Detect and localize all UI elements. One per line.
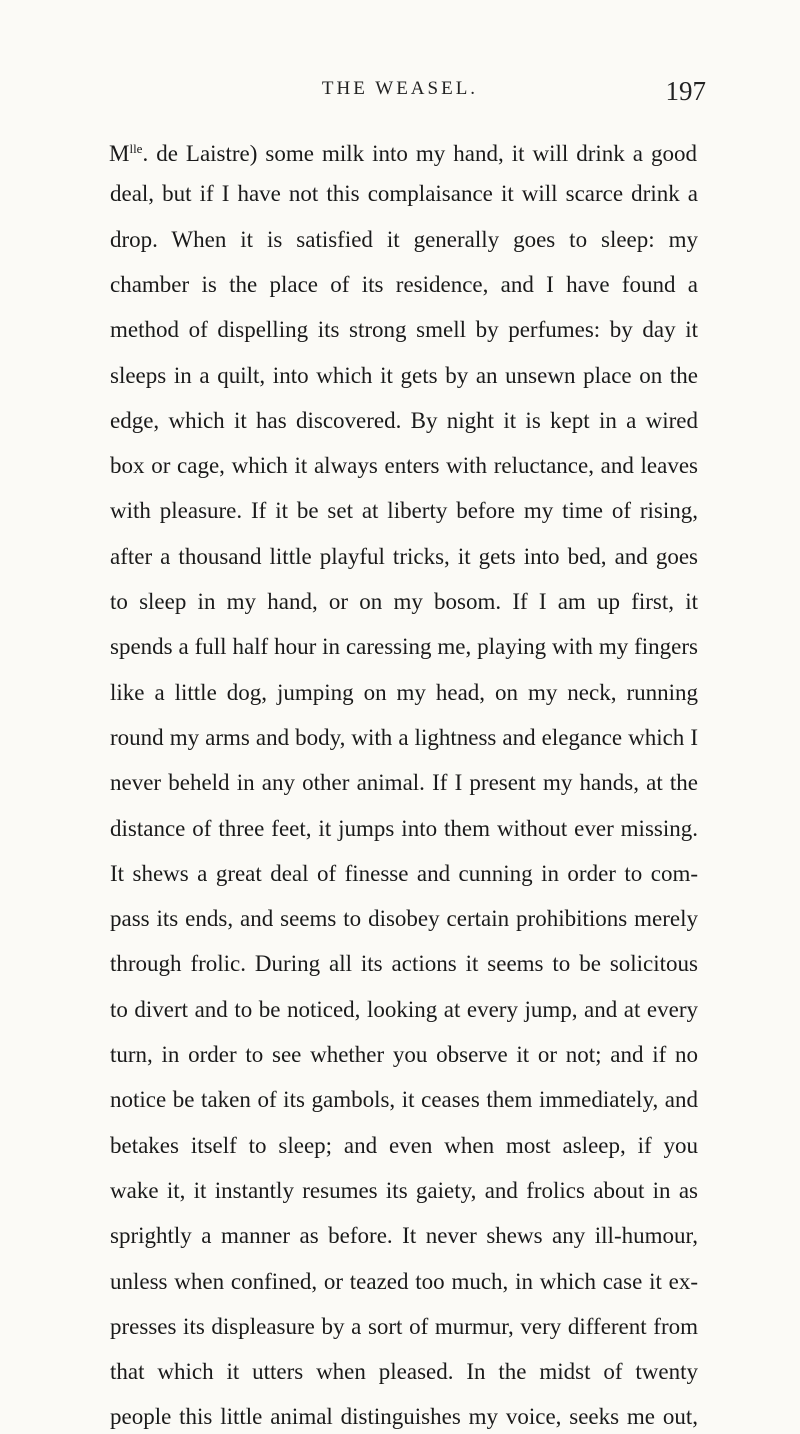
text-line-20: to divert and to be noticed, looking at every jump, and at every — [110, 996, 698, 1022]
text-line-15: never beheld in any other animal. If I present my hands, at the — [110, 770, 698, 796]
text-line-26: unless when confined, or teazed too much, in which case it ex- — [110, 1268, 698, 1294]
text-line-7: edge, which it has discovered. By night it is kept in a wired — [110, 407, 698, 433]
text-line-24: wake it, it instantly resumes its gaiety, and frolics about in as — [110, 1177, 698, 1203]
running-head — [0, 76, 800, 106]
text-line-27: presses its displeasure by a sort of murmur, very different from — [110, 1313, 698, 1339]
text-line-21: turn, in order to see whether you observe it or not; and if no — [110, 1042, 698, 1067]
text-line-9: with pleasure. If it be set at liberty before my time of rising, — [110, 498, 698, 524]
text-line-11: to sleep in my hand, or on my bosom. If I am up first, it — [110, 589, 698, 614]
text-line-28: that which it utters when pleased. In the midst of twenty — [110, 1359, 698, 1385]
abbreviation-superscript: lle — [129, 141, 143, 156]
text-line-6: sleeps in a quilt, into which it gets by an unsewn place on the — [110, 362, 698, 388]
text-line-13: like a little dog, jumping on my head, on my neck, running — [110, 679, 698, 705]
text-line-29: people this little animal distinguishes my voice, seeks me out, — [110, 1404, 698, 1430]
text-line-22: notice be taken of its gambols, it ceases them immediately, and — [110, 1087, 698, 1113]
text-line-18: pass its ends, and seems to disobey certain prohibitions merely — [110, 906, 698, 932]
first-line-text: . de Laistre) some milk into my hand, it will drink a good — [142, 141, 697, 166]
text-line-2: deal, but if I have not this complaisance it will scarce drink a — [110, 181, 698, 207]
page-number: 197 — [665, 76, 706, 106]
text-line-14: round my arms and body, with a lightness and elegance which I — [110, 724, 698, 750]
text-line-16: distance of three feet, it jumps into them without ever missing. — [110, 815, 698, 841]
abbreviation: M — [109, 141, 130, 166]
running-title: THE WEASEL. — [321, 78, 479, 99]
text-line-5: method of dispelling its strong smell by perfumes: by day it — [110, 317, 698, 343]
text-line-10: after a thousand little playful tricks, it gets into bed, and goes — [110, 543, 698, 569]
text-line-17: It shews a great deal of finesse and cunning in order to com- — [110, 860, 698, 886]
text-line-3: drop. When it is satisfied it generally goes to sleep: my — [110, 226, 698, 252]
text-line-25: sprightly a manner as before. It never shews any ill-humour, — [110, 1223, 698, 1249]
text-line-23: betakes itself to sleep; and even when most asleep, if you — [110, 1132, 698, 1158]
text-line-4: chamber is the place of its residence, and I have found a — [110, 271, 698, 297]
text-line-19: through frolic. During all its actions it seems to be solicitous — [110, 951, 698, 977]
text-line-1 — [109, 132, 697, 166]
text-line-12: spends a full half hour in caressing me, playing with my fingers — [110, 634, 698, 660]
text-line-8: box or cage, which it always enters with reluctance, and leaves — [110, 453, 698, 479]
